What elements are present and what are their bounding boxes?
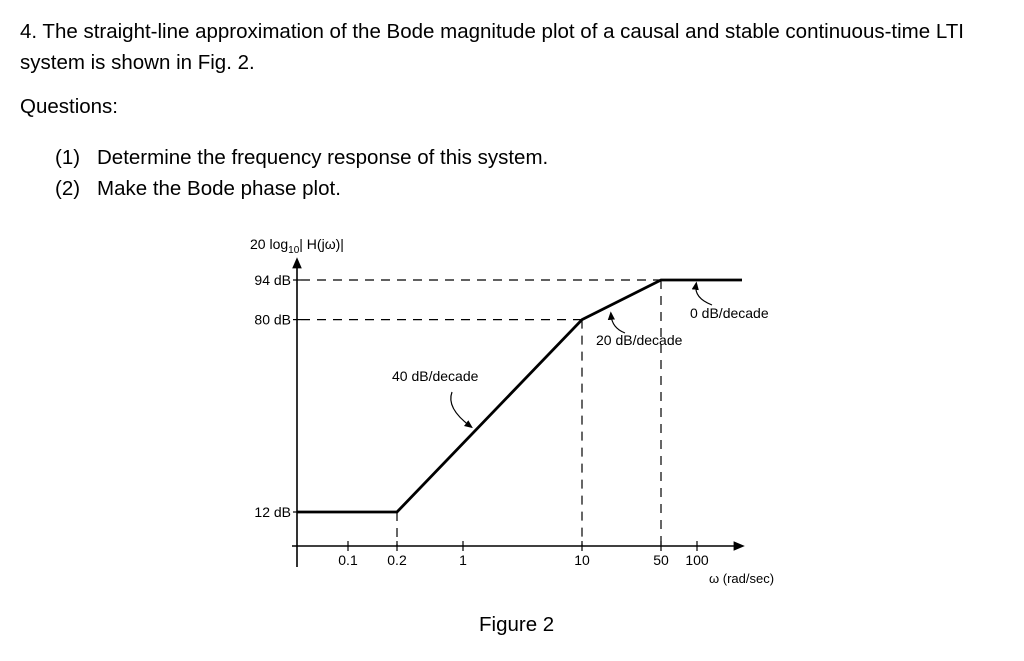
magnitude-curve [297, 280, 742, 512]
slope-arrow-0 [696, 285, 712, 305]
x-tick-label: 0.2 [387, 552, 407, 568]
y-tick-label: 94 dB [254, 272, 291, 288]
y-tick-label: 80 dB [254, 311, 291, 328]
slope-label-20: 20 dB/decade [596, 332, 683, 348]
slope-label-0: 0 dB/decade [690, 305, 769, 321]
x-axis-label: ω (rad/sec) [709, 571, 775, 586]
question-item-text: Determine the frequency response of this system. [97, 146, 549, 169]
y-axis-label: 20 $\log_{10}|$ H(jω)| [250, 236, 344, 256]
x-tick-group [338, 541, 709, 568]
slope-label-40: 40 dB/decade [392, 368, 479, 384]
x-tick-label: 100 [685, 552, 709, 568]
magnitude-curve-group [297, 280, 742, 512]
x-tick-label: 50 [653, 552, 669, 568]
slope-arrow-40 [451, 392, 470, 426]
y-tick-group [254, 272, 301, 520]
x-tick-label: 0.1 [338, 552, 358, 568]
questions-heading: Questions: [20, 95, 118, 118]
y-tick-label: 12 dB [254, 504, 291, 520]
question-number: (2) [55, 177, 81, 200]
x-tick-label: 1 [459, 552, 467, 568]
slope-arrow-20 [611, 315, 625, 333]
x-tick-label: 10 [574, 552, 590, 568]
question-number: (1) [55, 146, 81, 169]
question-item-text: Make the Bode phase plot. [97, 177, 341, 200]
question-text: 4. The straight-line approximation of the Bode magnitude plot of a causal and stable continuous-time LTI system is shown in Fig. 2. [20, 20, 964, 74]
figure-caption: Figure 2 [479, 613, 555, 636]
